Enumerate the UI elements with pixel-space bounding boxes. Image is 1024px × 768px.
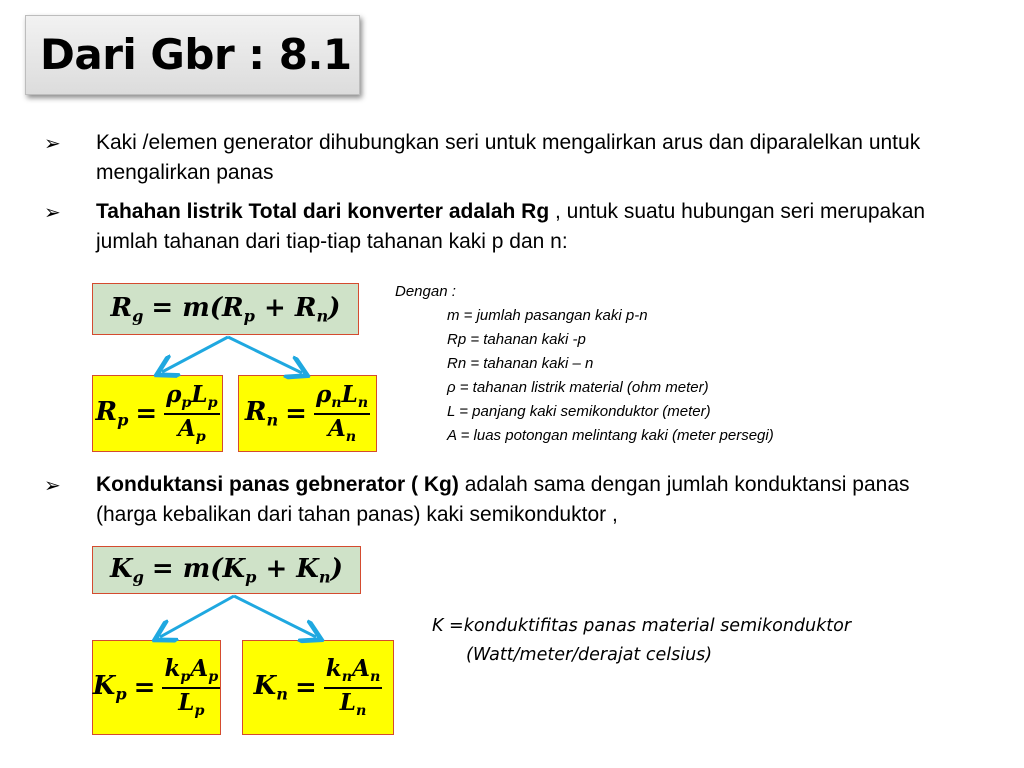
equation-kn: $K_n$ = $\frac{k_nA_n}{L_n}$ — [242, 640, 394, 735]
arrow-to-kp — [160, 596, 234, 637]
legend-item: L = panjang kaki semikonduktor (meter) — [447, 403, 711, 420]
legend-item: ρ = tahanan listrik material (ohm meter) — [447, 379, 709, 396]
legend-item: Rp = tahanan kaki -p — [447, 331, 586, 348]
bullet-2-rest: , untuk suatu hubungan seri merupakan jumlah tahanan dari tiap-tiap tahanan kaki p dan n: — [96, 200, 926, 253]
legend-item: m = jumlah pasangan kaki p-n — [447, 307, 648, 324]
arrow-to-rn — [228, 337, 302, 373]
bullet-2-bold: Tahahan listrik Total dari konverter adalah Rg — [96, 200, 550, 223]
arrow-to-rp — [162, 337, 228, 372]
legend — [395, 280, 774, 448]
legend-item: A = luas potongan melintang kaki (meter persegi) — [447, 427, 774, 444]
legend-heading: Dengan : — [395, 283, 456, 300]
bullet-3-rest: adalah sama dengan jumlah konduktansi panas (harga kebalikan dari tahan panas) kaki semikonduktor , — [96, 473, 910, 526]
arrow-bullet-icon: ➢ — [44, 131, 61, 155]
slide-title: Dari Gbr : 8.1 — [40, 30, 352, 79]
bullet-3-bold: Konduktansi panas gebnerator ( Kg) — [96, 473, 459, 496]
note-line-1: K =konduktifitas panas material semikonduktor — [432, 616, 852, 636]
note-line-2: (Watt/meter/derajat celsius) — [466, 645, 713, 665]
arrow-bullet-icon: ➢ — [44, 473, 61, 497]
equation-rg: $R_g$ = $m(R_p + R_n)$ — [92, 283, 359, 335]
equation-kg: $K_g$ = $m(K_p + K_n)$ — [92, 546, 361, 594]
arrow-bullet-icon: ➢ — [44, 200, 61, 224]
equation-rp: $R_p$ = $\frac{\rho_pL_p}{A_p}$ — [92, 375, 223, 452]
legend-item: Rn = tahanan kaki – n — [447, 355, 594, 372]
arrow-to-kn — [234, 596, 316, 637]
conductivity-note — [432, 612, 851, 670]
equation-rn: $R_n$ = $\frac{\rho_nL_n}{A_n}$ — [238, 375, 377, 452]
equation-kp: $K_p$ = $\frac{k_pA_p}{L_p}$ — [92, 640, 221, 735]
bullet-1-text: Kaki /elemen generator dihubungkan seri untuk mengalirkan arus dan diparalelkan untuk mengalirkan panas — [96, 131, 921, 184]
